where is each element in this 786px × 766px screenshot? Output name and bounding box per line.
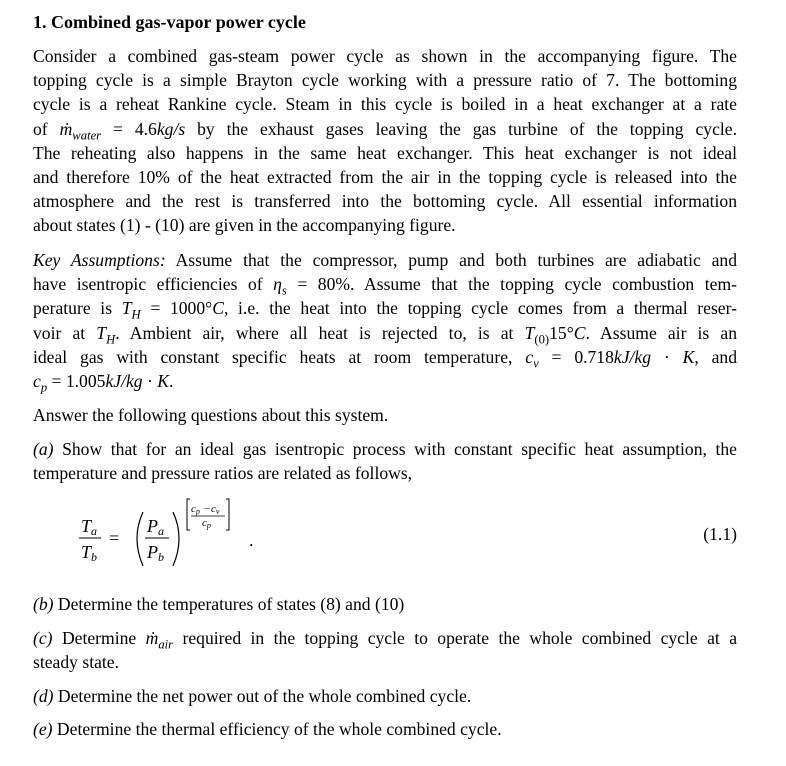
text-line: ideal gas with constant specific heats at room temperature, $c_v = 0.718kJ/kg \cdot K$, and — [33, 346, 737, 371]
svg-text:−: − — [204, 503, 211, 515]
text-line: $c_p = 1.005kJ/kg \cdot K$. — [33, 371, 174, 395]
text-line: perature is $T_H = 1000^\circ C$, i.e. the heat into the topping cycle comes from a thermal reser- — [33, 298, 737, 322]
text-line: atmosphere and the rest is transferred into the bottoming cycle. All essential information — [33, 191, 737, 212]
text-line: temperature and pressure ratios are related as follows, — [33, 463, 413, 484]
svg-text:=: = — [109, 528, 120, 548]
text-line: topping cycle is a simple Brayton cycle working with a pressure ratio of 7. The bottoming — [33, 70, 737, 91]
text-line: have isentropic efficiencies of $\eta_s = 80\%$. Assume that the topping cycle combustion tem- — [33, 274, 738, 298]
intro-paragraph — [33, 44, 737, 238]
equation-formula — [73, 494, 313, 574]
equation-number: (1.1) — [703, 524, 737, 544]
svg-text:cp: cp — [202, 517, 211, 530]
answer-intro: Answer the following questions about this system. — [33, 405, 389, 425]
svg-text:.: . — [249, 530, 254, 550]
svg-text:Pa: Pa — [147, 516, 164, 538]
text-line: about states (1) - (10) are given in the accompanying figure. — [33, 215, 456, 236]
svg-text:Tb: Tb — [81, 542, 98, 564]
text-line: The reheating also happens in the same heat exchanger. This heat exchanger is not ideal — [33, 142, 737, 163]
svg-text:cv: cv — [211, 503, 220, 516]
question-d: (d) Determine the net power out of the whole combined cycle. — [33, 686, 472, 706]
text-line: of ṁ$_{water}$ = 4.6kg/s by the exhaust gases leaving the gas turbine of the topping cycle. — [33, 118, 737, 143]
text-line: cycle is a reheat Rankine cycle. Steam in this cycle is boiled in a heat exchanger at a rate — [33, 94, 737, 115]
assumptions-paragraph — [33, 248, 737, 393]
text-line: and therefore 10% of the heat extracted from the air in the topping cycle is released into the — [33, 167, 737, 188]
text-line: voir at $T_H$. Ambient air, where all heat is rejected to, is at $T_{(0)}15^\circ C$. Assume air is an — [33, 322, 738, 347]
text-line: Key Assumptions: Assume that the compressor, pump and both turbines are adiabatic and — [33, 250, 738, 270]
equation-1-1 — [33, 494, 737, 574]
svg-text:Ta: Ta — [81, 516, 98, 538]
svg-text:cp: cp — [191, 503, 200, 516]
section-title: 1. Combined gas-vapor power cycle — [33, 12, 306, 32]
question-b: (b) Determine the temperatures of states (8) and (10) — [33, 594, 405, 614]
question-c — [33, 626, 737, 674]
svg-text:Pb: Pb — [147, 542, 164, 564]
text-line: Consider a combined gas-steam power cycle as shown in the accompanying figure. The — [33, 46, 737, 66]
question-a — [33, 437, 737, 485]
question-e: (e) Determine the thermal efficiency of the whole combined cycle. — [33, 719, 502, 739]
text-line: steady state. — [33, 652, 119, 673]
text-line: (c) Determine ṁ$_{air}$ required in the topping cycle to operate the whole combined cycle at a — [33, 628, 738, 652]
text-line: (a) Show that for an ideal gas isentropic process with constant specific heat assumption, the — [33, 439, 737, 459]
